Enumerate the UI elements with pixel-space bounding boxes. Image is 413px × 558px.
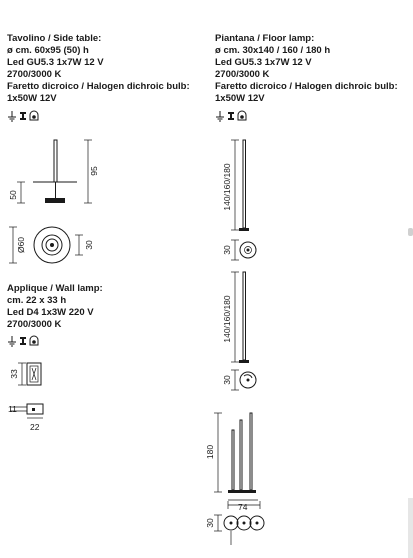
floor-lamp-b-elevation (218, 267, 278, 367)
floor-lamp-specs (215, 33, 398, 105)
floor-lamp-b-plan (218, 367, 278, 395)
floor-lamp-temp: 2700/3000 K (215, 69, 270, 80)
wall-lamp-specs (7, 283, 103, 331)
side-table-plan-drawing (5, 225, 115, 270)
side-table-led: Led GU5.3 1x7W 12 V (7, 57, 104, 68)
floor-lamp-a-height-label: 140/160/180 (222, 163, 232, 211)
side-table-size: ø cm. 60x95 (50) h (7, 45, 89, 56)
floor-lamp-b-base-label: 30 (222, 375, 232, 385)
side-table-specs (7, 33, 190, 105)
wall-lamp-temp: 2700/3000 K (7, 319, 62, 330)
floor-lamp-size: ø cm. 30x140 / 160 / 180 h (215, 45, 331, 56)
wall-lamp-width-label: 22 (30, 422, 40, 432)
floor-lamp-bulb-power: 1x50W 12V (215, 93, 265, 104)
floor-lamp-a-plan (218, 237, 278, 265)
floor-lamp-b-height-label: 140/160/180 (222, 295, 232, 343)
floor-lamp-c-width-label: 74 (238, 502, 248, 512)
wall-lamp-size: cm. 22 x 33 h (7, 295, 67, 306)
side-table-bulb: Faretto dicroico / Halogen dichroic bulb: (7, 81, 190, 92)
transformer-icon (228, 112, 234, 120)
side-table-elevation-drawing (5, 135, 115, 215)
side-table-symbols (8, 111, 48, 123)
ground-icon (8, 336, 16, 346)
side-table-height-label: 95 (89, 166, 99, 176)
wall-lamp-side-drawing (5, 400, 55, 435)
wall-lamp-title: Applique / Wall lamp: (7, 283, 103, 294)
transformer-icon (20, 337, 26, 345)
floor-lamp-bulb: Faretto dicroico / Halogen dichroic bulb: (215, 81, 398, 92)
side-table-diameter-label: Ø60 (16, 236, 26, 254)
page-edge-marker (408, 228, 413, 236)
floor-lamp-c-base-label: 30 (205, 518, 215, 528)
wall-lamp-led: Led D4 1x3W 220 V (7, 307, 94, 318)
dimmer-icon (30, 336, 38, 345)
floor-lamp-c-height-label: 180 (205, 444, 215, 460)
floor-lamp-title: Piantana / Floor lamp: (215, 33, 315, 44)
floor-lamp-c-elevation (205, 410, 278, 502)
floor-lamp-symbols (216, 111, 256, 123)
side-table-base-label: 30 (84, 240, 94, 250)
floor-lamp-a-base-label: 30 (222, 245, 232, 255)
wall-lamp-depth-label: 11 (8, 404, 17, 414)
page-edge (408, 498, 413, 558)
side-table-title: Tavolino / Side table: (7, 33, 102, 44)
wall-lamp-symbols (8, 336, 48, 348)
floor-lamp-led: Led GU5.3 1x7W 12 V (215, 57, 312, 68)
dimmer-icon (238, 111, 246, 120)
side-table-base-height-label: 50 (8, 190, 18, 200)
ground-icon (216, 111, 224, 121)
transformer-icon (20, 112, 26, 120)
wall-lamp-front-drawing (5, 360, 55, 390)
floor-lamp-c-plan (205, 495, 278, 550)
side-table-bulb-power: 1x50W 12V (7, 93, 57, 104)
wall-lamp-height-label: 33 (9, 369, 19, 379)
floor-lamp-a-elevation (218, 135, 278, 235)
dimmer-icon (30, 111, 38, 120)
ground-icon (8, 111, 16, 121)
side-table-temp: 2700/3000 K (7, 69, 62, 80)
